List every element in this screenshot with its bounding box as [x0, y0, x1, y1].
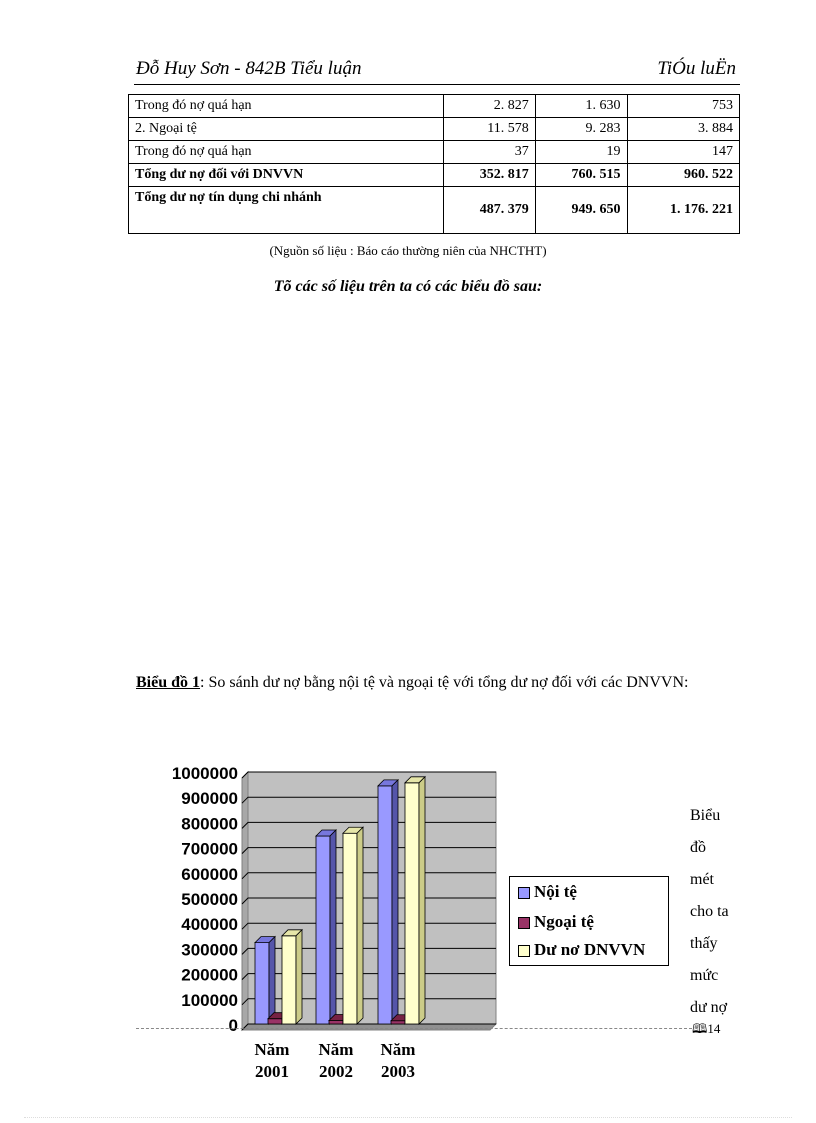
bar-1-1: [329, 1020, 343, 1024]
side-line: mét: [690, 871, 714, 888]
legend-label: Nội tệ: [534, 882, 577, 901]
value-2002: 1. 630: [535, 95, 627, 118]
legend-label: Dư nơ DNVVN: [534, 940, 646, 959]
bar-2-1: [343, 833, 357, 1024]
value-2001: 487. 379: [444, 187, 536, 234]
bar-side-2-2: [419, 777, 425, 1024]
legend-swatch-noi-te: [518, 887, 530, 899]
chart-legend: [509, 876, 669, 966]
legend-item: [518, 911, 594, 933]
y-tick-label: 0: [228, 1016, 238, 1035]
value-2002: 9. 283: [535, 118, 627, 141]
side-line: cho ta: [690, 903, 729, 920]
header-doc-type: TiÓu luËn: [657, 58, 736, 79]
plot-floor: [242, 1024, 496, 1030]
side-line: mức: [690, 967, 719, 984]
x-tick-label: 2001: [255, 1062, 289, 1081]
legend-swatch-ngoai-te: [518, 917, 530, 929]
y-tick-label: 800000: [181, 814, 238, 834]
x-tick-label: 2002: [319, 1062, 353, 1081]
bar-side-2-0: [296, 930, 302, 1024]
legend-item: [518, 939, 645, 961]
side-line: dư nợ: [690, 999, 728, 1016]
y-tick-label: 900000: [181, 789, 238, 809]
bar-0-0: [255, 943, 269, 1024]
value-2002: 19: [535, 141, 627, 164]
book-icon: 🕮: [692, 1021, 708, 1036]
value-2001: 2. 827: [444, 95, 536, 118]
caption-label: Biểu đồ 1: [136, 674, 201, 691]
value-2001: 37: [444, 141, 536, 164]
value-2003: 3. 884: [627, 118, 740, 141]
value-2002: 949. 650: [535, 187, 627, 234]
value-2003: 960. 522: [627, 164, 740, 187]
value-2003: 753: [627, 95, 740, 118]
side-line: đồ: [690, 839, 706, 856]
side-line: Biểu: [690, 807, 721, 824]
bar-0-2: [378, 786, 392, 1024]
value-2003: 147: [627, 141, 740, 164]
bar-0-1: [316, 836, 330, 1024]
y-tick-label: 100000: [181, 990, 238, 1010]
value-2001: 352. 817: [444, 164, 536, 187]
row-label: Trong đó nợ quá hạn: [129, 95, 444, 118]
footer-dotted-line: [24, 1117, 792, 1118]
x-tick-label: Năm: [254, 1040, 290, 1059]
bar-1-0: [268, 1019, 282, 1024]
x-tick-label: 2003: [381, 1062, 415, 1081]
bar-side-0-0: [269, 937, 275, 1024]
y-tick-label: 1000000: [171, 764, 238, 783]
row-label: 2. Ngoại tệ: [129, 118, 444, 141]
y-tick-label: 500000: [181, 890, 238, 909]
y-tick-label: 400000: [181, 915, 238, 935]
row-label: Tổng dư nợ đối với DNVVN: [129, 164, 444, 187]
y-tick-label: 200000: [181, 965, 238, 985]
source-note: (Nguồn số liệu : Báo cáo thường niên của NHCTHT): [269, 243, 547, 258]
row-label: Tổng dư nợ tín dụng chi nhánh: [129, 187, 444, 234]
page-number-text: 14: [707, 1021, 721, 1036]
header-author-title: Đỗ Huy Sơn - 842B Tiểu luận: [136, 58, 362, 79]
y-tick-label: 600000: [181, 864, 238, 884]
value-2002: 760. 515: [535, 164, 627, 187]
legend-swatch-du-no: [518, 945, 530, 957]
bar-side-0-2: [392, 780, 398, 1024]
value-2001: 11. 578: [444, 118, 536, 141]
y-tick-label: 700000: [181, 839, 238, 859]
caption-text: : So sánh dư nợ bằng nội tệ và ngoại tệ với tổng dư nợ đối với các DNVVN:: [200, 674, 689, 691]
section-subtitle: Tõ các số liệu trên ta có các biểu đồ sau:: [273, 278, 543, 295]
value-2003: 1. 176. 221: [627, 187, 740, 234]
y-tick-label: 300000: [181, 940, 238, 960]
page-number: [692, 1020, 720, 1042]
x-tick-label: Năm: [318, 1040, 354, 1059]
bar-side-0-1: [330, 830, 336, 1024]
side-paragraph: [690, 800, 750, 1024]
section-dotted-line: [136, 1028, 692, 1029]
side-line: thấy: [690, 935, 718, 952]
row-label: Trong đó nợ quá hạn: [129, 141, 444, 164]
bar-1-2: [391, 1021, 405, 1024]
x-tick-label: Năm: [380, 1040, 416, 1059]
bar-2-2: [405, 783, 419, 1024]
legend-label: Ngoại tệ: [534, 912, 594, 931]
bar-2-0: [282, 936, 296, 1024]
bar-side-2-1: [357, 827, 363, 1024]
legend-item: [518, 881, 577, 903]
